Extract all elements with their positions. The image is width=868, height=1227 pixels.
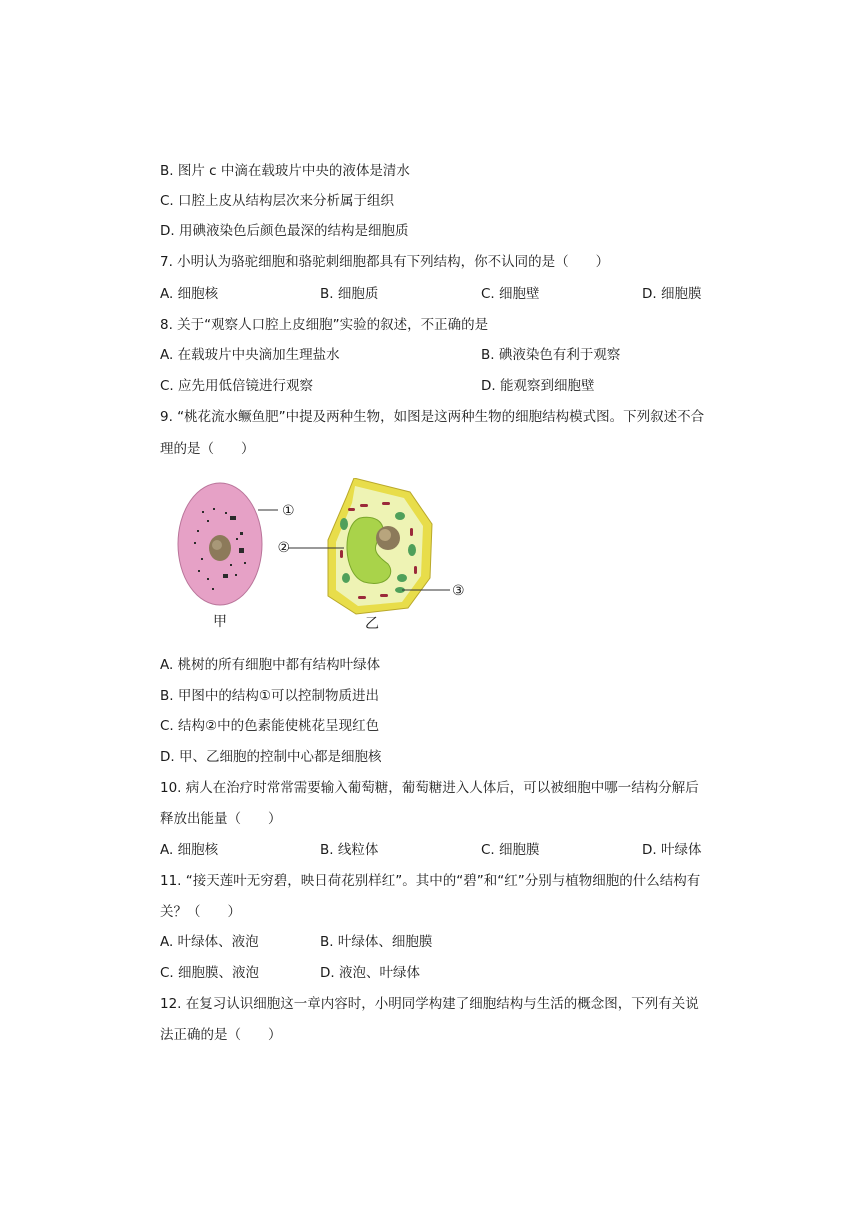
marker-3: ③ [452,583,465,599]
q9-option-a: A. 桃树的所有细胞中都有结构叶绿体 [160,657,381,673]
q12-stem-line2: 法正确的是（ ） [160,1027,282,1043]
q11-stem-line2: 关？（ ） [160,904,241,920]
q11-option-d: D. 液泡、叶绿体 [320,965,420,981]
q10-stem-line2: 释放出能量（ ） [160,811,282,827]
q11-stem-line1: 11. “接天莲叶无穷碧，映日荷花别样红”。其中的“碧”和“红”分别与植物细胞的什么结构有 [160,873,701,889]
q9-option-b: B. 甲图中的结构①可以控制物质进出 [160,688,379,704]
marker-2: ② [277,540,290,556]
q10-option-b: B. 线粒体 [320,842,379,858]
q7-option-d: D. 细胞膜 [642,286,702,302]
q9-option-c: C. 结构②中的色素能使桃花呈现红色 [160,718,380,734]
animal-cell-jia [178,483,278,605]
cell-structure-figure [160,478,480,630]
plant-cell-yi [288,478,450,614]
q8-option-a: A. 在载玻片中央滴加生理盐水 [160,347,340,363]
q10-stem-line1: 10. 病人在治疗时常常需要输入葡萄糖，葡萄糖进入人体后，可以被细胞中哪一结构分解后 [160,780,699,796]
q6-option-c: C. 口腔上皮从结构层次来分析属于组织 [160,193,395,209]
q10-option-d: D. 叶绿体 [642,842,702,858]
q7-option-a: A. 细胞核 [160,286,219,302]
q8-option-b: B. 碘液染色有利于观察 [481,347,621,363]
marker-1: ① [282,503,295,519]
q12-stem-line1: 12. 在复习认识细胞这一章内容时，小明同学构建了细胞结构与生活的概念图，下列有关说 [160,996,699,1012]
q9-stem-line1: 9. “桃花流水鳜鱼肥”中提及两种生物，如图是这两种生物的细胞结构模式图。下列叙述不合 [160,409,705,425]
q9-option-d: D. 甲、乙细胞的控制中心都是细胞核 [160,749,382,765]
q11-option-b: B. 叶绿体、细胞膜 [320,934,433,950]
q7-stem: 7. 小明认为骆驼细胞和骆驼刺细胞都具有下列结构，你不认同的是（ ） [160,254,610,270]
label-yi: 乙 [365,616,379,630]
q10-option-a: A. 细胞核 [160,842,219,858]
q10-option-c: C. 细胞膜 [481,842,540,858]
q11-option-c: C. 细胞膜、液泡 [160,965,260,981]
q8-option-d: D. 能观察到细胞壁 [481,378,595,394]
q9-stem-line2: 理的是（ ） [160,441,255,457]
q6-option-b: B. 图片 c 中滴在载玻片中央的液体是清水 [160,163,410,179]
label-jia: 甲 [213,614,227,630]
q11-option-a: A. 叶绿体、液泡 [160,934,259,950]
q7-option-c: C. 细胞壁 [481,286,540,302]
q8-option-c: C. 应先用低倍镜进行观察 [160,378,314,394]
q7-option-b: B. 细胞质 [320,286,379,302]
q6-option-d: D. 用碘液染色后颜色最深的结构是细胞质 [160,223,409,239]
q8-stem: 8. 关于“观察人口腔上皮细胞”实验的叙述，不正确的是 [160,317,489,333]
